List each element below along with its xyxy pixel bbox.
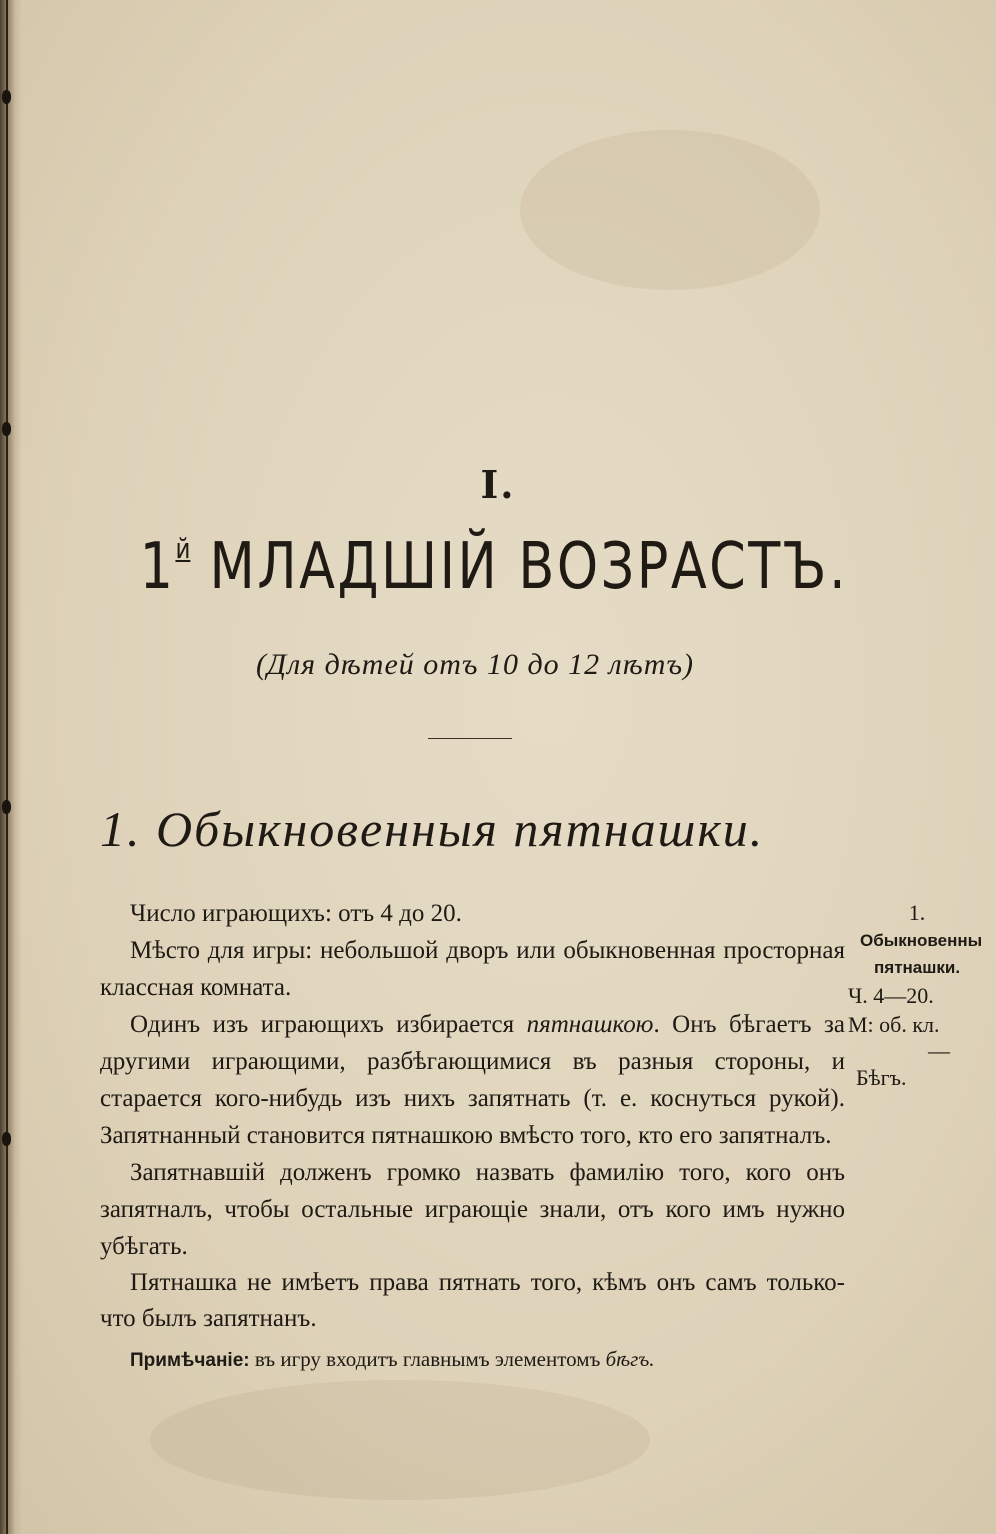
paragraph-text: Число играющихъ: отъ 4 до 20. bbox=[130, 900, 462, 927]
paragraph bbox=[100, 1265, 845, 1337]
emphasis-term: пятнашкою bbox=[526, 1011, 654, 1038]
binding-mark bbox=[2, 422, 11, 436]
divider-rule bbox=[428, 738, 512, 739]
paragraph bbox=[100, 1154, 845, 1265]
section-title: 1. Обыкновенныя пятнашки. bbox=[100, 801, 765, 857]
chapter-subtitle: (Для дѣтей отъ 10 до 12 лѣтъ) bbox=[256, 648, 694, 681]
title-text: МЛАДШІЙ ВОЗРАСТЪ. bbox=[209, 530, 849, 604]
spine-edge bbox=[6, 0, 8, 1534]
binding-mark bbox=[2, 1132, 11, 1146]
binding-mark bbox=[2, 800, 11, 814]
title-number: 1 bbox=[139, 530, 176, 604]
paragraph-text: Запятнавшій долженъ громко назвать фамилію того, кого онъ запятналъ, чтобы остальные играющіе знали, отъ кого имъ нужно убѣгать. bbox=[100, 1159, 845, 1260]
paragraph bbox=[100, 895, 845, 932]
body-text bbox=[100, 895, 845, 1379]
chapter-number: I. bbox=[480, 462, 516, 507]
margin-number: 1. bbox=[908, 900, 926, 925]
paragraph-text: Одинъ изъ играющихъ избирается bbox=[130, 1011, 527, 1038]
title-superscript: й bbox=[175, 532, 191, 565]
paragraph-text: Пятнашка не имѣетъ права пятнать того, кѣмъ онъ самъ только-что былъ запятнанъ. bbox=[100, 1269, 845, 1332]
paragraph bbox=[100, 932, 845, 1006]
margin-element: Бѣгъ. bbox=[856, 1065, 907, 1090]
paper-stain bbox=[520, 130, 820, 290]
margin-dash: — bbox=[928, 1038, 950, 1063]
binding-mark bbox=[2, 90, 11, 104]
chapter-title bbox=[86, 530, 903, 604]
margin-place: М: об. кл. bbox=[848, 1012, 940, 1037]
paragraph-text: . Онъ бѣгаетъ за другими играющими, разбѣгающимися въ разныя стороны, и старается кого-нибудь изъ нихъ запятнать (т. е. коснуться рукой). Запятнанный становится пятнашкою вмѣсто того, кто его запятналъ. bbox=[100, 1011, 845, 1149]
margin-game-name: пятнашки. bbox=[874, 958, 961, 977]
note-label: Примѣчаніе: bbox=[130, 1350, 250, 1371]
paragraph bbox=[100, 1006, 845, 1154]
margin-summary bbox=[848, 898, 996, 1092]
margin-game-name: Обыкновенны bbox=[860, 931, 983, 950]
book-spine bbox=[0, 0, 22, 1534]
footnote bbox=[100, 1341, 845, 1379]
paper-stain bbox=[150, 1380, 650, 1500]
note-text: въ игру входитъ главнымъ элементомъ bbox=[249, 1347, 606, 1371]
note-emphasis: бѣгъ. bbox=[605, 1347, 655, 1371]
paragraph-text: Мѣсто для игры: небольшой дворъ или обыкновенная просторная классная комната. bbox=[100, 937, 845, 1001]
margin-players: Ч. 4—20. bbox=[848, 983, 934, 1008]
